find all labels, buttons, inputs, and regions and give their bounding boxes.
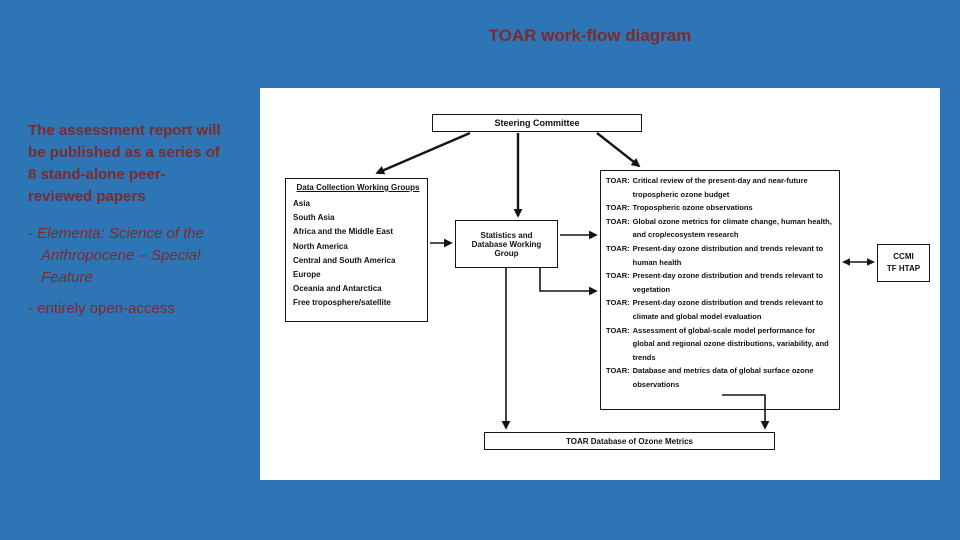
region-item-south-asia: South Asia xyxy=(293,213,335,223)
toar-item-prefix: TOAR: xyxy=(606,216,630,226)
connector-steering-to-data-collection xyxy=(377,133,470,173)
bullet-dash: - xyxy=(28,225,38,242)
toar-item-prefix: TOAR: xyxy=(606,298,630,308)
toar-item-text: Critical review of the present-day and near-future tropospheric ozone budget xyxy=(632,176,808,199)
toar-item-text: Global ozone metrics for climate change, human health, and crop/ecosystem research xyxy=(632,216,832,240)
toar-item-text: Present-day ozone distribution and trends relevant to human health xyxy=(632,243,824,267)
toar-item-prefix: TOAR: xyxy=(606,325,630,335)
toar-item-prefix: TOAR: xyxy=(606,243,630,253)
bullet-elementa xyxy=(28,223,228,289)
toar-item xyxy=(606,215,834,242)
data-collection-header: Data Collection Working Groups xyxy=(296,183,420,192)
toar-item-prefix: TOAR: xyxy=(606,176,630,185)
toar-item-text: Database and metrics data of global surface ozone observations xyxy=(632,366,814,389)
data-collection-box xyxy=(285,178,428,322)
region-item-asia: Asia xyxy=(293,199,310,208)
notes-paragraph: The assessment report will be published as a series of 8 stand-alone peer-reviewed papers xyxy=(28,122,221,205)
ozone-metrics-database-box: TOAR Database of Ozone Metrics xyxy=(484,432,775,450)
toar-item-text: Tropospheric ozone observations xyxy=(632,203,753,213)
toar-item xyxy=(606,364,834,391)
toar-item xyxy=(606,324,834,365)
toar-item-prefix: TOAR: xyxy=(606,203,630,213)
toar-item-prefix: TOAR: xyxy=(606,271,630,281)
ccmi-tf-htap-box xyxy=(877,244,930,282)
toar-item xyxy=(606,174,834,201)
connector-toar-ccmi-right-arrowhead xyxy=(867,258,875,266)
slide-title: TOAR work-flow diagram xyxy=(488,26,692,45)
toar-item xyxy=(606,242,834,269)
tf-htap-label: TF HTAP xyxy=(886,264,921,273)
toar-papers-box xyxy=(600,170,840,410)
steering-committee-box: Steering Committee xyxy=(432,114,642,132)
statistics-database-box: Statistics and Database Working Group xyxy=(455,220,558,268)
region-item-free-troposphere: Free troposphere/satellite xyxy=(293,298,391,308)
region-item-europe: Europe xyxy=(293,270,321,280)
toar-item-text: Present-day ozone distribution and trends relevant to climate and global model evaluation xyxy=(632,298,824,321)
toar-item-text: Assessment of global-scale model performance for global and regional ozone distributions, variability, and trends xyxy=(632,325,829,362)
connector-steering-to-toar xyxy=(597,133,639,166)
toar-item-prefix: TOAR: xyxy=(606,366,630,376)
bullet-elementa-text: Elementa: Science of the Anthropocene – Special Feature xyxy=(37,225,204,286)
region-item-oceania-antarctica: Oceania and Antarctica xyxy=(293,284,382,294)
connector-statistics-to-toar-lower xyxy=(540,268,596,291)
region-item-central-south-america: Central and South America xyxy=(293,255,396,265)
toar-item xyxy=(606,201,834,215)
region-item-africa-middle-east: Africa and the Middle East xyxy=(293,227,394,237)
ccmi-label: CCMI xyxy=(893,252,914,261)
left-notes xyxy=(28,120,228,329)
toar-item-text: Present-day ozone distribution and trends relevant to vegetation xyxy=(632,271,824,294)
toar-item xyxy=(606,269,834,296)
bullet-open-access: - entirely open-access xyxy=(28,300,175,317)
region-item-north-america: North America xyxy=(293,241,348,251)
connector-toar-ccmi-left-arrowhead xyxy=(842,258,850,266)
toar-item xyxy=(606,296,834,323)
diagram-panel xyxy=(260,88,940,480)
